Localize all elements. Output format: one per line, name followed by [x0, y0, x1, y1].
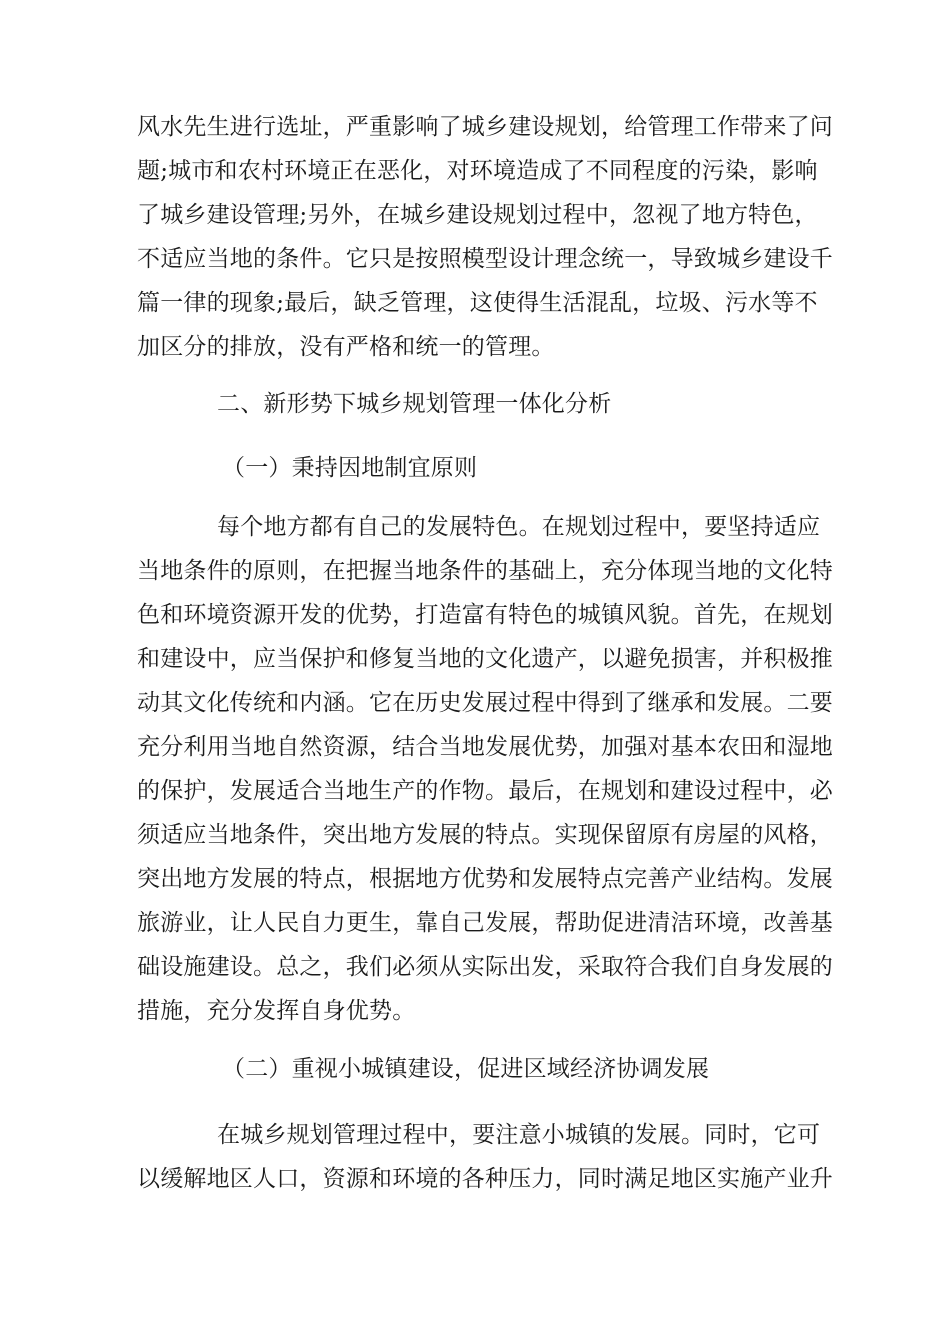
text-line: 须适应当地条件，突出地方发展的特点。实现保留原有房屋的风格，	[137, 822, 833, 848]
subsection-heading-1: （一）秉持因地制宜原则	[222, 455, 478, 481]
text-line: 每个地方都有自己的发展特色。在规划过程中，要坚持适应	[217, 514, 821, 540]
text-line: 础设施建设。总之，我们必须从实际出发，采取符合我们自身发展的	[137, 954, 833, 980]
subsection-heading-2: （二）重视小城镇建设，促进区域经济协调发展	[222, 1056, 710, 1082]
text-line: 当地条件的原则，在把握当地条件的基础上，充分体现当地的文化特	[137, 558, 833, 584]
text-line: 旅游业，让人民自力更生，靠自己发展，帮助促进清洁环境，改善基	[137, 910, 833, 936]
text-line: 和建设中，应当保护和修复当地的文化遗产，以避免损害，并积极推	[137, 646, 833, 672]
section-heading: 二、新形势下城乡规划管理一体化分析	[217, 391, 612, 417]
text-line: 加区分的排放，没有严格和统一的管理。	[137, 334, 555, 360]
text-line: 以缓解地区人口，资源和环境的各种压力，同时满足地区实施产业升	[137, 1166, 833, 1192]
text-line: 风水先生进行选址，严重影响了城乡建设规划，给管理工作带来了问	[137, 114, 833, 140]
text-line: 措施，充分发挥自身优势。	[137, 998, 416, 1024]
text-line: 动其文化传统和内涵。它在历史发展过程中得到了继承和发展。二要	[137, 690, 833, 716]
text-line: 在城乡规划管理过程中，要注意小城镇的发展。同时，它可	[217, 1122, 821, 1148]
text-line: 不适应当地的条件。它只是按照模型设计理念统一，导致城乡建设千	[137, 246, 833, 272]
text-line: 色和环境资源开发的优势，打造富有特色的城镇风貌。首先，在规划	[137, 602, 833, 628]
text-line: 篇一律的现象;最后，缺乏管理，这使得生活混乱，垃圾、污水等不	[137, 290, 818, 316]
text-line: 了城乡建设管理;另外，在城乡建设规划过程中，忽视了地方特色，	[137, 202, 818, 228]
text-line: 突出地方发展的特点，根据地方优势和发展特点完善产业结构。发展	[137, 866, 833, 892]
text-line: 的保护，发展适合当地生产的作物。最后，在规划和建设过程中，必	[137, 778, 833, 804]
text-line: 充分利用当地自然资源，结合当地发展优势，加强对基本农田和湿地	[137, 734, 833, 760]
text-line: 题;城市和农村环境正在恶化，对环境造成了不同程度的污染，影响	[137, 158, 818, 184]
